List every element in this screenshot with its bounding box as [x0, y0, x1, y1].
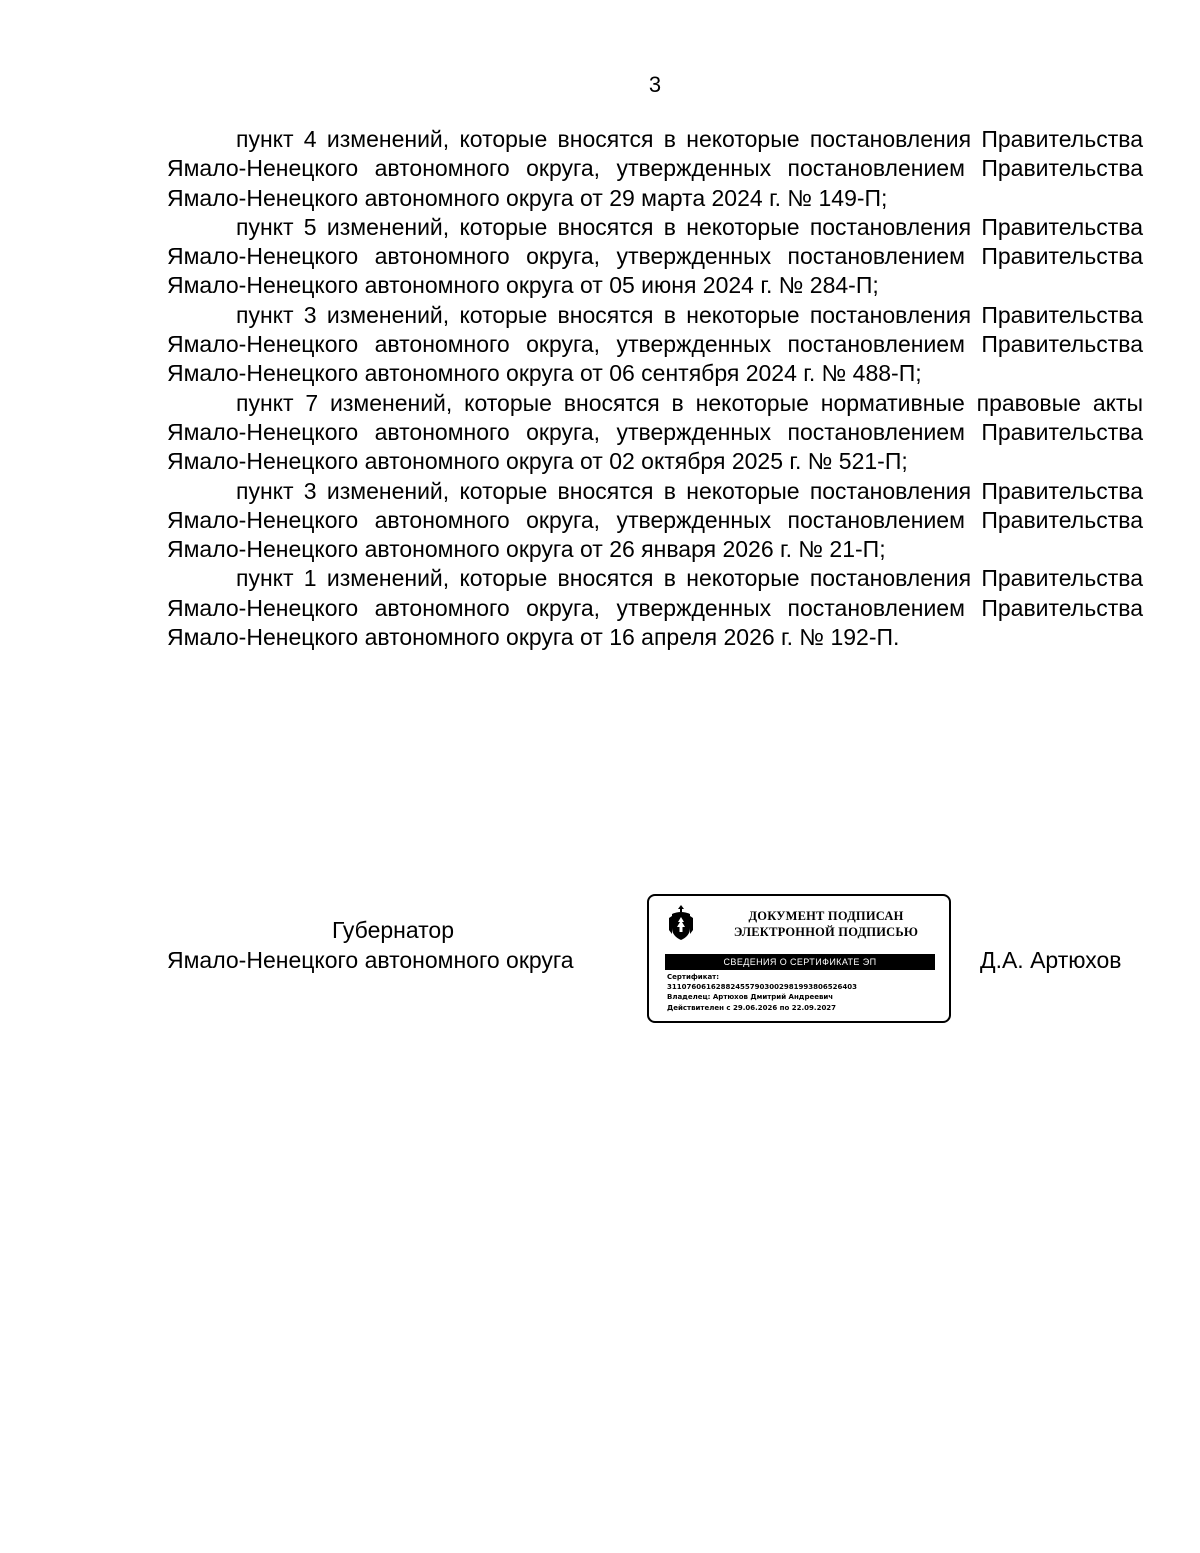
electronic-signature-stamp [647, 894, 951, 1023]
signatory-position [167, 916, 619, 975]
certificate-number: 311076061628824557903002981993806526403 [667, 983, 857, 992]
stamp-heading [709, 908, 943, 940]
document-body [167, 125, 1143, 652]
signatory-name: Д.А. Артюхов [980, 947, 1122, 973]
yamal-coat-of-arms-icon [668, 904, 694, 942]
list-item: пункт 5 изменений, которые вносятся в некоторые постановления Правительства Ямало-Ненецкого автономного округа, утвержденных постановлением Правительства Ямало-Ненецкого автономного округа от 05 июня 2024 г. № 284-П; [167, 213, 1143, 299]
certificate-validity: Действителен с 29.06.2026 по 22.09.2027 [667, 1003, 837, 1012]
certificate-label: Сертификат: [667, 973, 720, 981]
certificate-details [667, 972, 937, 1013]
list-item: пункт 7 изменений, которые вносятся в некоторые нормативные правовые акты Ямало-Ненецкого автономного округа, утвержденных постановлением Правительства Ямало-Ненецкого автономного округа от 02 октября 2025 г. № 521-П; [167, 389, 1143, 475]
list-item: пункт 1 изменений, которые вносятся в некоторые постановления Правительства Ямало-Ненецкого автономного округа, утвержденных постановлением Правительства Ямало-Ненецкого автономного округа от 16 апреля 2026 г. № 192-П. [167, 565, 1143, 651]
list-item: пункт 3 изменений, которые вносятся в некоторые постановления Правительства Ямало-Ненецкого автономного округа, утвержденных постановлением Правительства Ямало-Ненецкого автономного округа от 26 января 2026 г. № 21-П; [167, 477, 1143, 563]
certificate-owner: Владелец: Артюхов Дмитрий Андреевич [667, 993, 834, 1002]
stamp-heading-line: ДОКУМЕНТ ПОДПИСАН [748, 909, 904, 923]
signatory-title: Губернатор [331, 917, 455, 943]
signatory-region: Ямало-Ненецкого автономного округа [167, 946, 574, 973]
list-item: пункт 3 изменений, которые вносятся в некоторые постановления Правительства Ямало-Ненецкого автономного округа, утвержденных постановлением Правительства Ямало-Ненецкого автономного округа от 06 сентября 2024 г. № 488-П; [167, 301, 1143, 387]
list-item: пункт 4 изменений, которые вносятся в некоторые постановления Правительства Ямало-Ненецкого автономного округа, утвержденных постановлением Правительства Ямало-Ненецкого автономного округа от 29 марта 2024 г. № 149-П; [167, 126, 1143, 211]
stamp-heading-line: ЭЛЕКТРОННОЙ ПОДПИСЬЮ [733, 925, 919, 939]
certificate-info-bar: СВЕДЕНИЯ О СЕРТИФИКАТЕ ЭП [665, 954, 935, 970]
page-number: 3 [648, 72, 662, 97]
